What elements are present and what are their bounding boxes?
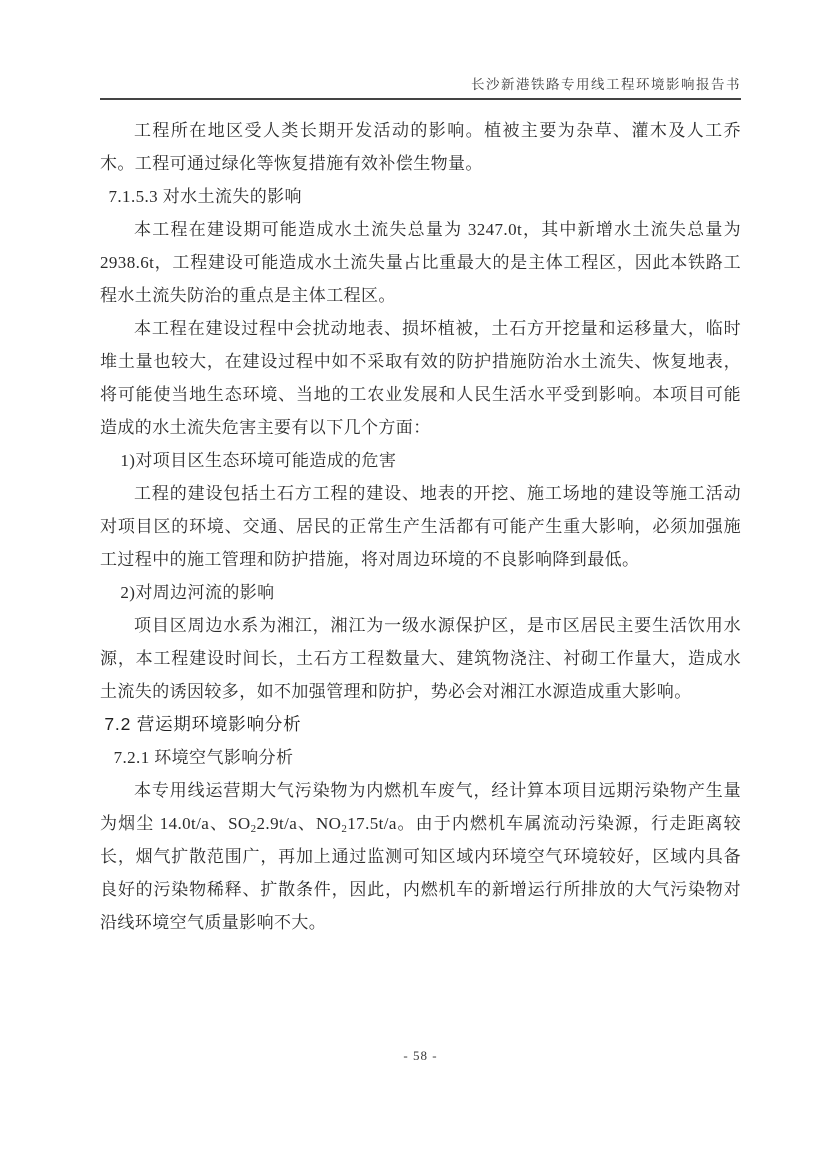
no2-subscript: 2 (341, 823, 348, 835)
header-divider (100, 98, 741, 100)
air-quality-text-1: 本专用线运营期大气污染物为内燃机车废气，经计算本项目远期污染物产生量为烟尘 14.0t/a、SO (100, 781, 741, 833)
list-item-2-title: 2)对周边河流的影响 (120, 583, 275, 602)
so2-subscript: 2 (250, 823, 257, 835)
page-number: - 58 - (403, 1048, 438, 1063)
paragraph-construction-disturbance: 本工程在建设过程中会扰动地表、损坏植被，土石方开挖量和运移量大，临时堆土量也较大，在建设过程中如不采取有效的防护措施防治水土流失、恢复地表，将可能使当地生态环境、当地的工农业发展和人民生活水平受到影响。本项目可能造成的水土流失危害主要有以下几个方面： (100, 319, 741, 437)
air-quality-text-2: 2.9t/a、NO (256, 814, 342, 833)
paragraph-item-2-detail: 项目区周边水系为湘江，湘江为一级水源保护区，是市区居民主要生活饮用水源，本工程建设时间长，土石方工程数量大、建筑物浇注、衬砌工作量大，造成水土流失的诱因较多，如不加强管理和防护，势必会对湘江水源造成重大影响。 (100, 616, 741, 701)
heading-7-2-operation-period: 7.2 营运期环境影响分析 (104, 714, 302, 734)
heading-7-1-5-3-soil-erosion: 7.1.5.3 对水土流失的影响 (108, 187, 302, 206)
paragraph-item-1-detail: 工程的建设包括土石方工程的建设、地表的开挖、施工场地的建设等施工活动对项目区的环境、交通、居民的正常生产生活都有可能产生重大影响，必须加强施工过程中的施工管理和防护措施，将对周边环境的不良影响降到最低。 (100, 484, 741, 569)
page-header (100, 76, 741, 100)
document-body (100, 114, 741, 939)
list-item-1-title: 1)对项目区生态环境可能造成的危害 (120, 451, 397, 470)
air-quality-text-3: 17.5t/a。由于内燃机车属流动污染源，行走距离较长，烟气扩散范围广，再加上通过监测可知区域内环境空气环境较好，区域内具备良好的污染物稀释、扩散条件，因此，内燃机车的新增运行所排放的大气污染物对沿线环境空气质量影响不大。 (100, 814, 741, 932)
paragraph-soil-loss-total: 本工程在建设期可能造成水土流失总量为 3247.0t，其中新增水土流失总量为2938.6t，工程建设可能造成水土流失量占比重最大的是主体工程区，因此本铁路工程水土流失防治的重点是主体工程区。 (100, 220, 741, 305)
paragraph-vegetation-impact: 工程所在地区受人类长期开发活动的影响。植被主要为杂草、灌木及人工乔木。工程可通过绿化等恢复措施有效补偿生物量。 (100, 121, 741, 173)
heading-7-2-1-air-quality: 7.2.1 环境空气影响分析 (113, 748, 294, 767)
report-title: 长沙新港铁路专用线工程环境影响报告书 (471, 77, 741, 92)
page-footer (100, 1048, 741, 1064)
paragraph-air-quality (100, 774, 741, 939)
